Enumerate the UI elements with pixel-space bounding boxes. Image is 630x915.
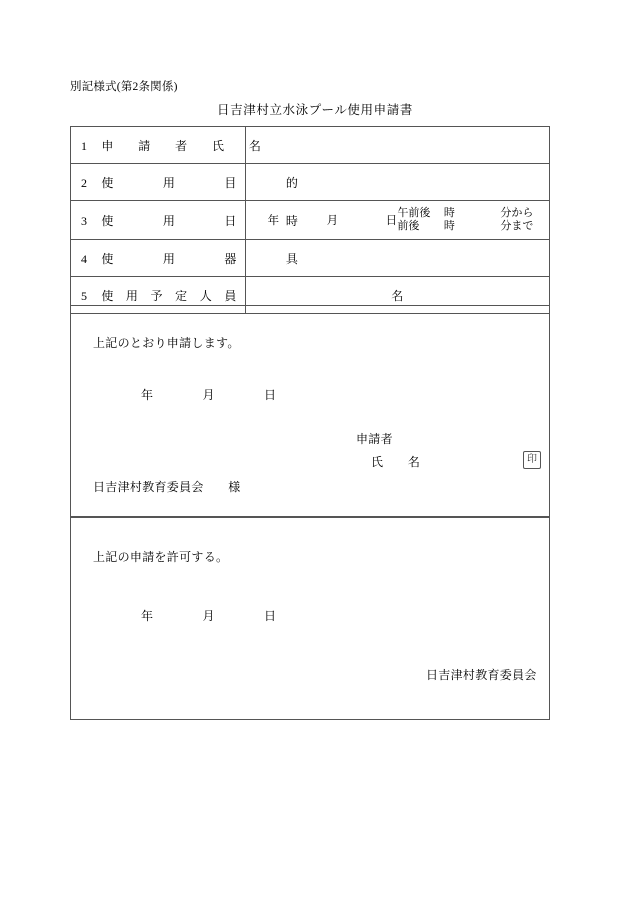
applicant-name-label[interactable]: 氏 名 xyxy=(371,455,421,469)
row-label-text: 使 用 目 的 xyxy=(101,175,299,190)
approval-date-line[interactable]: 年 月 日 xyxy=(141,609,277,623)
table-row xyxy=(71,164,550,201)
table-row xyxy=(71,127,550,164)
row-label-datetime xyxy=(71,201,299,240)
application-table xyxy=(70,126,550,314)
datetime-ampm-to: 前後 xyxy=(397,220,420,232)
datetime-ymd: 年 月 日 xyxy=(267,215,398,227)
row-label-text: 申 請 者 氏 名 xyxy=(101,138,262,153)
row-label-applicant-name xyxy=(71,127,262,164)
row-label-text: 使 用 日 時 xyxy=(101,213,299,228)
approval-statement-block xyxy=(70,517,550,720)
datetime-hour-to: 時 xyxy=(443,220,455,232)
seal-icon: 印 xyxy=(523,451,541,469)
datetime-minute-from: 分から xyxy=(500,207,534,220)
row-value-expected-people[interactable]: 名 xyxy=(246,277,550,314)
row-value-datetime[interactable] xyxy=(246,201,550,240)
application-date-line[interactable]: 年 月 日 xyxy=(141,388,277,402)
application-statement-text: 上記のとおり申請します。 xyxy=(93,336,240,350)
table-row xyxy=(71,240,550,277)
table-row xyxy=(71,201,550,240)
row-value-applicant-name[interactable] xyxy=(246,127,550,164)
datetime-time-to xyxy=(397,220,533,233)
datetime-ampm-from: 午前後 xyxy=(397,207,431,220)
row-label-equipment xyxy=(71,240,299,277)
approval-issuer-label: 日吉津村教育委員会 xyxy=(426,668,537,682)
application-statement-block xyxy=(70,305,550,517)
row-number: 2 xyxy=(81,175,88,190)
applicant-label: 申請者 xyxy=(356,432,393,446)
datetime-minute-to: 分まで xyxy=(500,220,534,232)
addressee-label: 日吉津村教育委員会 様 xyxy=(93,480,241,494)
datetime-hour-from: 時 xyxy=(443,207,455,220)
row-number: 3 xyxy=(81,213,88,228)
row-number: 5 xyxy=(81,288,88,303)
row-label-text: 使 用 器 具 xyxy=(101,251,299,266)
approval-statement-text: 上記の申請を許可する。 xyxy=(93,550,229,564)
row-label-purpose xyxy=(71,164,299,201)
row-number: 1 xyxy=(81,138,88,153)
page-title: 日吉津村立水泳プール使用申請書 xyxy=(217,103,413,117)
row-number: 4 xyxy=(81,251,88,266)
form-id-label: 別記様式(第2条関係) xyxy=(70,81,178,93)
datetime-time-range xyxy=(397,207,533,232)
datetime-fields xyxy=(246,207,549,232)
datetime-time-from xyxy=(397,207,533,220)
row-label-text: 使 用 予 定 人 員 xyxy=(101,288,237,303)
